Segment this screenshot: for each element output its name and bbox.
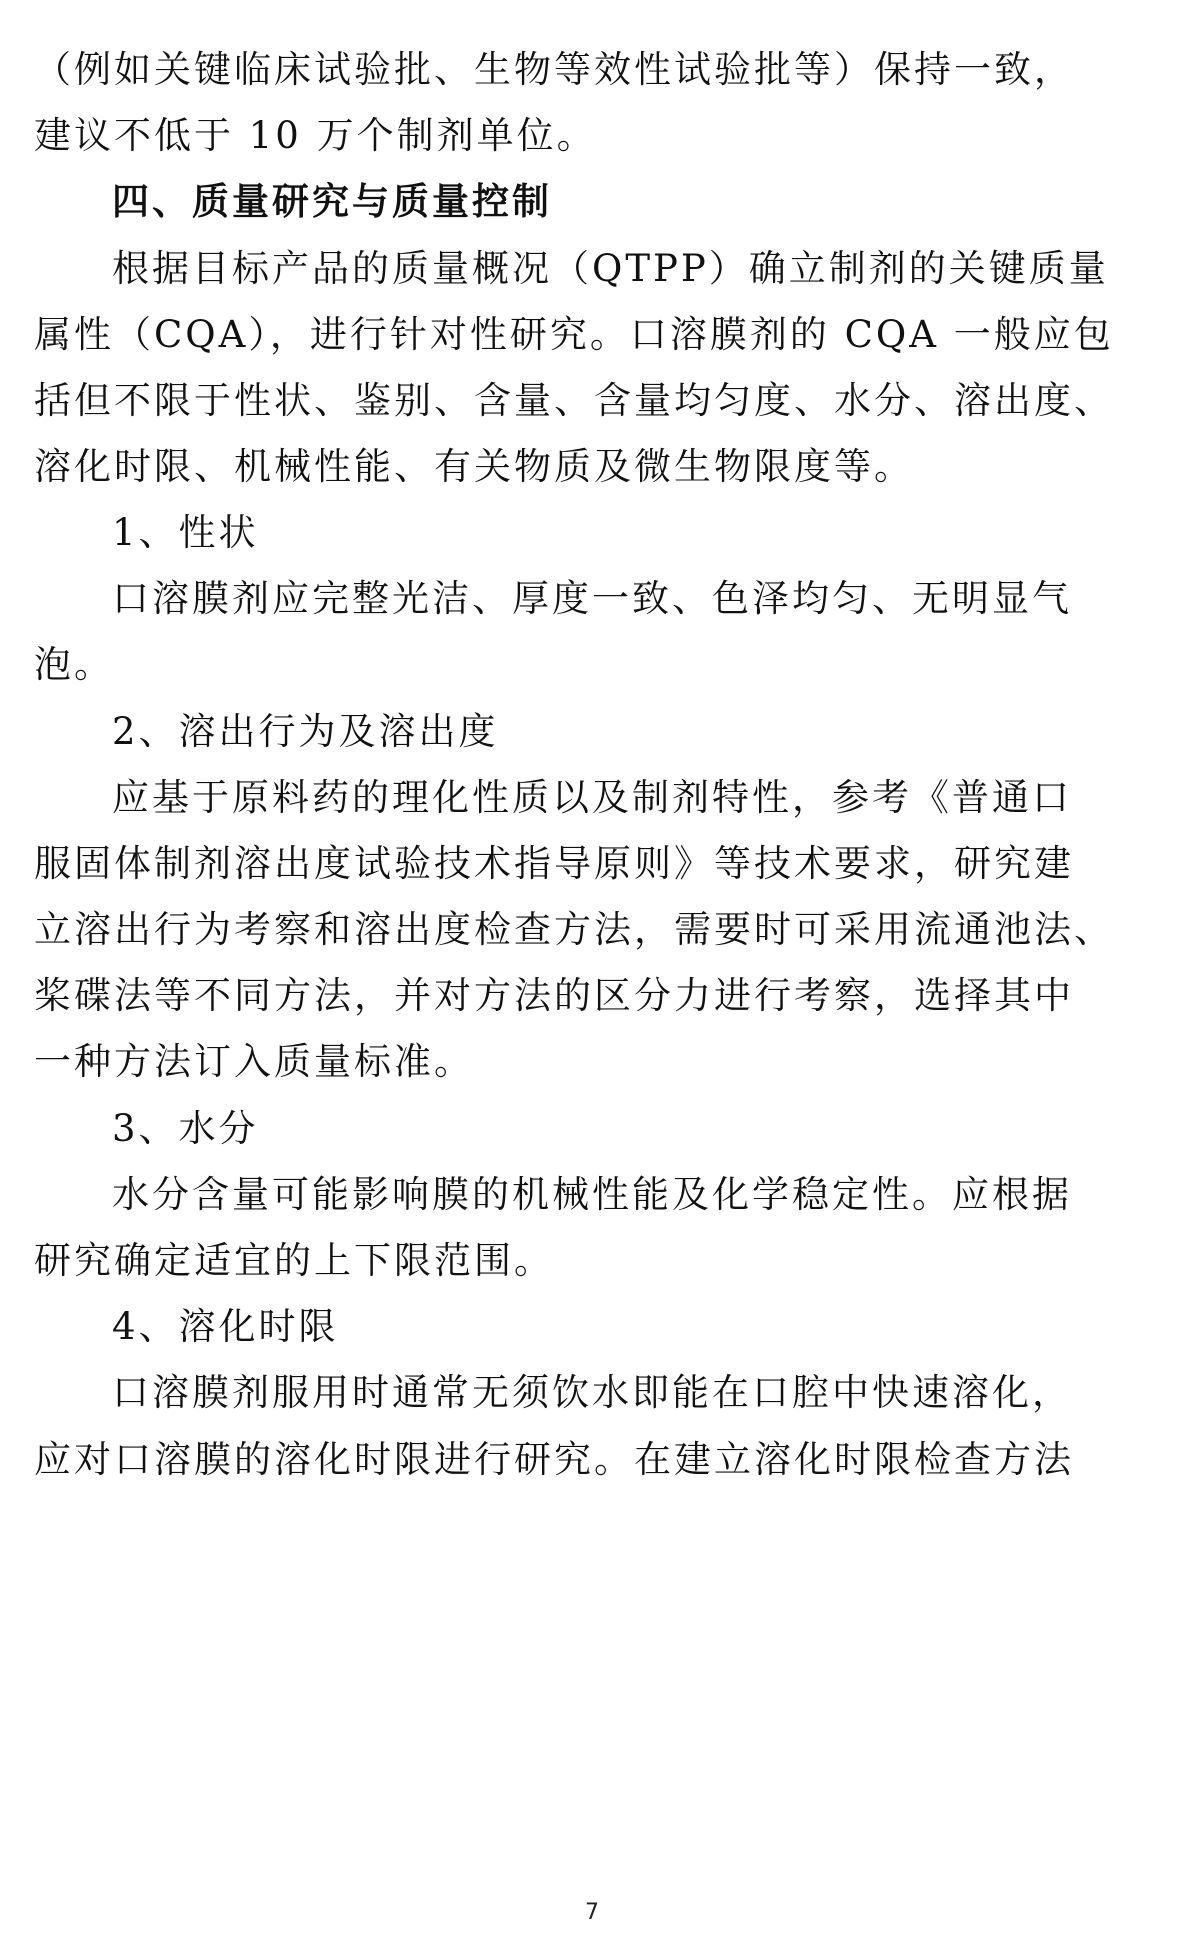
subsection-heading: 1、性状 xyxy=(112,511,259,554)
text-line: 属性（CQA），进行针对性研究。口溶膜剂的 CQA 一般应包 xyxy=(34,313,1114,356)
text-line: 口溶膜剂服用时通常无须饮水即能在口腔中快速溶化， xyxy=(112,1371,1072,1414)
text-line: 口溶膜剂应完整光洁、厚度一致、色泽均匀、无明显气 xyxy=(112,577,1072,620)
subsection-heading: 3、水分 xyxy=(112,1107,259,1150)
text-line: 一种方法订入质量标准。 xyxy=(34,1040,474,1083)
subsection-heading: 2、溶出行为及溶出度 xyxy=(112,710,499,753)
text-line: 桨碟法等不同方法，并对方法的区分力进行考察，选择其中 xyxy=(34,974,1074,1017)
text-line: 服固体制剂溶出度试验技术指导原则》等技术要求，研究建 xyxy=(34,842,1074,885)
text-line: 建议不低于 10 万个制剂单位。 xyxy=(34,114,597,157)
text-line: 泡。 xyxy=(34,643,114,686)
text-line: 括但不限于性状、鉴别、含量、含量均匀度、水分、溶出度、 xyxy=(34,379,1114,422)
text-line: 应基于原料药的理化性质以及制剂特性，参考《普通口 xyxy=(112,776,1072,819)
text-line: 立溶出行为考察和溶出度检查方法，需要时可采用流通池法、 xyxy=(34,908,1114,951)
subsection-heading: 4、溶化时限 xyxy=(112,1305,339,1348)
section-heading: 四、质量研究与质量控制 xyxy=(112,180,552,223)
text-line: 水分含量可能影响膜的机械性能及化学稳定性。应根据 xyxy=(112,1173,1072,1216)
text-line: （例如关键临床试验批、生物等效性试验批等）保持一致， xyxy=(34,48,1074,91)
text-line: 根据目标产品的质量概况（QTPP）确立制剂的关键质量 xyxy=(112,247,1109,290)
text-line: 研究确定适宜的上下限范围。 xyxy=(34,1239,554,1282)
page-number: 7 xyxy=(585,1900,599,1925)
text-line: 溶化时限、机械性能、有关物质及微生物限度等。 xyxy=(34,445,914,488)
text-line: 应对口溶膜的溶化时限进行研究。在建立溶化时限检查方法 xyxy=(34,1438,1074,1481)
